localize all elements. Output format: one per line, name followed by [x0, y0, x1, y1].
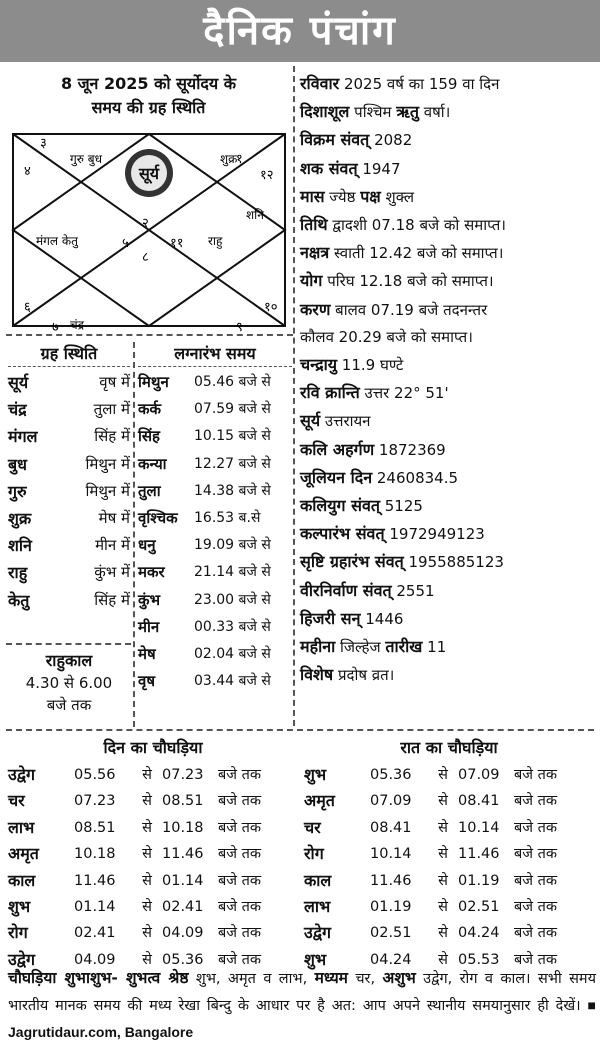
- start-time: 07.23: [74, 793, 116, 810]
- from-word: से: [438, 951, 448, 968]
- choghadiya-row: [304, 894, 594, 920]
- until-word: बजे तक: [218, 767, 262, 783]
- detail-row: [300, 464, 596, 492]
- from-word: से: [438, 793, 448, 810]
- detail-label: विक्रम संवत्: [300, 130, 370, 150]
- start-time: 01.14: [74, 899, 116, 916]
- detail-value: 1947: [357, 159, 401, 178]
- start-time: 07.09: [370, 793, 412, 810]
- rahukaal-box: [8, 650, 130, 716]
- lagna-name: सिंह: [138, 427, 160, 446]
- lagna-time: 05.46 बजे से: [194, 374, 271, 390]
- graha-row: [8, 478, 130, 505]
- planet-name: गुरु: [8, 481, 27, 501]
- lagna-row: [138, 532, 292, 559]
- planet-name: शुक्र: [8, 509, 32, 529]
- lagna-time: 10.15 बजे से: [194, 428, 271, 445]
- start-time: 02.51: [370, 925, 412, 942]
- lagna-time: 14.38 बजे से: [194, 482, 271, 499]
- choghadiya-name: अमृत: [304, 791, 335, 811]
- detail-label: सृष्टि ग्रहारंभ संवत्: [300, 552, 404, 572]
- until-word: बजे तक: [514, 767, 558, 783]
- until-word: बजे तक: [514, 793, 558, 810]
- planet-rashi: कुंभ में: [94, 563, 130, 582]
- house-number: ७: [52, 320, 59, 335]
- lagna-row: [138, 451, 292, 478]
- end-time: 04.09: [162, 925, 204, 942]
- detail-label: कलियुग संवत्: [300, 496, 380, 516]
- detail-label: नक्षत्र: [300, 243, 330, 263]
- graha-row: [8, 505, 130, 532]
- house-number: ९: [236, 320, 243, 335]
- choghadiya-row: [8, 815, 298, 841]
- start-time: 10.14: [370, 846, 412, 863]
- planet-label: राहु: [208, 234, 223, 248]
- lagna-time: 23.00 बजे से: [194, 591, 271, 608]
- lagna-time: 12.27 बजे से: [194, 455, 271, 472]
- lagna-name: कुंभ: [138, 590, 161, 609]
- choghadiya-row: [304, 762, 594, 788]
- choghadiya-row: [304, 920, 594, 946]
- detail-row: [300, 211, 596, 239]
- planet-rashi: वृष में: [99, 373, 130, 391]
- house-number: ३: [40, 136, 47, 151]
- lagna-row: [138, 587, 292, 614]
- lagna-row: [138, 614, 292, 641]
- footer-text-1: शुभ, अमृत व लाभ,: [188, 971, 315, 987]
- end-time: 02.41: [162, 899, 204, 916]
- detail-row: [300, 98, 596, 126]
- planet-rashi: सिंह में: [94, 427, 130, 446]
- detail-value: 11.9 घण्टे: [337, 356, 404, 375]
- choghadiya-name: शुभ: [304, 765, 327, 784]
- start-time: 10.18: [74, 846, 116, 863]
- end-time: 08.41: [458, 793, 500, 810]
- detail-label: रवि क्रान्ति: [300, 383, 360, 403]
- until-word: बजे तक: [218, 925, 262, 942]
- planet-label: गुरु बुध: [70, 152, 102, 166]
- planet-name: राहु: [8, 563, 28, 583]
- detail-row: [300, 661, 596, 689]
- detail-row: [300, 492, 596, 520]
- detail-row: [300, 548, 596, 576]
- choghadiya-row: [8, 920, 298, 946]
- until-word: बजे तक: [514, 846, 558, 863]
- lagna-row: [138, 668, 292, 695]
- choghadiya-name: काल: [304, 870, 332, 890]
- planet-name: सूर्य: [8, 373, 29, 392]
- planet-name: मंगल: [8, 427, 38, 447]
- end-time: 11.46: [458, 846, 500, 863]
- start-time: 08.51: [74, 819, 116, 836]
- detail-value: स्वाती 12.42 बजे को समाप्त।: [329, 244, 504, 263]
- end-time: 08.51: [162, 793, 204, 810]
- choghadiya-name: रोग: [304, 844, 324, 864]
- graha-sthiti-table: [8, 342, 130, 614]
- detail-row: [300, 520, 596, 548]
- detail-label: रविवार: [300, 74, 340, 93]
- graha-row: [8, 587, 130, 614]
- end-time: 10.14: [458, 819, 500, 836]
- page-title: दैनिक पंचांग: [0, 0, 600, 62]
- choghadiya-name: रोग: [8, 923, 28, 943]
- detail-label: जूलियन दिन: [300, 467, 373, 487]
- end-time: 02.51: [458, 899, 500, 916]
- choghadiya-name: उद्वेग: [304, 923, 331, 943]
- detail-row: [300, 126, 596, 154]
- detail-value: 5125: [379, 497, 423, 516]
- end-time: 07.23: [162, 767, 204, 783]
- rahukaal-title: राहुकाल: [45, 651, 93, 670]
- detail-value: 2025 वर्ष का 159 वा दिन: [339, 75, 500, 93]
- choghadiya-row: [8, 762, 298, 788]
- graha-row: [8, 559, 130, 586]
- choghadiya-row: [8, 868, 298, 894]
- detail-value: 1446: [360, 609, 404, 628]
- planet-rashi: मिथुन में: [85, 454, 130, 473]
- start-time: 04.09: [74, 951, 116, 968]
- detail-label: कल्पारंभ संवत्: [300, 524, 385, 544]
- detail-value: 11: [422, 638, 447, 657]
- start-time: 05.56: [74, 767, 116, 783]
- graha-row: [8, 396, 130, 423]
- footer-text-2: चर,: [347, 971, 383, 987]
- from-word: से: [142, 872, 152, 889]
- footer-text-3: उद्वेग, रोग व काल। सभी समय भारतीय मानक समय की मध्य रेखा बिन्दु के आधार पर है अत: आप अपने स्थानीय समयानुसार ही देखें।: [8, 971, 596, 1014]
- lagna-row: [138, 641, 292, 668]
- sun-heading-line1: 8 जून 2025 को सूर्योदय के: [60, 74, 236, 93]
- footer-bold-3: अशुभ: [382, 969, 416, 987]
- graha-row: [8, 532, 130, 559]
- detail-value: कौलव 20.29 बजे को समाप्त।: [300, 327, 473, 346]
- start-time: 01.19: [370, 899, 412, 916]
- from-word: से: [438, 899, 448, 916]
- detail-row: [300, 379, 596, 407]
- choghadiya-row: [304, 788, 594, 814]
- until-word: बजे तक: [514, 819, 558, 836]
- from-word: से: [438, 925, 448, 942]
- lagna-row: [138, 369, 292, 396]
- panchang-details: [300, 70, 596, 689]
- detail-row: [300, 155, 596, 183]
- detail-label: महीना: [300, 637, 336, 657]
- lagna-time: 21.14 बजे से: [194, 564, 271, 581]
- detail-value: उत्तरायन: [320, 412, 371, 431]
- choghadiya-row: [304, 868, 594, 894]
- detail-row: [300, 577, 596, 605]
- detail-label: चन्द्रायु: [300, 355, 338, 375]
- kundli-chart: [12, 133, 286, 335]
- detail-label: शक संवत्: [300, 158, 358, 178]
- detail-row: [300, 436, 596, 464]
- planet-name: चंद्र: [8, 400, 27, 420]
- end-time: 04.24: [458, 925, 500, 942]
- lagna-name: कन्या: [138, 454, 167, 473]
- lagna-name: वृश्चिक: [138, 509, 178, 528]
- detail-value: उत्तर 22° 51': [359, 384, 449, 403]
- choghadiya-name: उद्वेग: [8, 949, 35, 969]
- choghadiya-row: [8, 788, 298, 814]
- source-credit: ■ Jagrutidaur.com, Bangalore: [8, 997, 596, 1040]
- house-number: ११: [170, 236, 184, 251]
- planet-rashi: मेष में: [98, 509, 130, 528]
- end-time: 10.18: [162, 819, 204, 836]
- rahukaal-suffix: बजे तक: [46, 696, 92, 714]
- until-word: बजे तक: [218, 793, 262, 810]
- lagna-name: मीन: [138, 617, 160, 636]
- choghadiya-name: काल: [8, 870, 36, 890]
- choghadiya-name: लाभ: [8, 817, 35, 837]
- detail-value: वर्षा।: [419, 103, 451, 122]
- start-time: 08.41: [370, 819, 412, 836]
- until-word: बजे तक: [218, 846, 262, 863]
- detail-label: वीरनिर्वाण संवत्: [300, 580, 392, 600]
- from-word: से: [142, 767, 152, 783]
- lagna-name: मेष: [138, 645, 156, 664]
- footer-bold-2: मध्यम: [314, 969, 348, 987]
- lagna-name: कर्क: [138, 400, 162, 419]
- from-word: से: [142, 925, 152, 942]
- choghadiya-name: उद्वेग: [8, 765, 35, 784]
- detail-label: दिशाशूल: [300, 102, 350, 122]
- planet-rashi: मिथुन में: [85, 481, 130, 500]
- detail-label: हिजरी सन्: [300, 608, 361, 628]
- detail-row: [300, 70, 596, 98]
- lagna-name: मिथुन: [138, 373, 169, 391]
- planet-rashi: तुला में: [93, 400, 130, 419]
- planet-label: शुक्र: [220, 152, 238, 166]
- planet-label: मंगल केतु: [36, 234, 78, 248]
- divider-upper: [6, 334, 293, 336]
- footer-bold-1: चौघड़िया शुभाशुभ- शुभत्व श्रेष्ठ: [8, 969, 189, 987]
- until-word: बजे तक: [514, 899, 558, 916]
- detail-value: 1972949123: [384, 525, 485, 544]
- until-word: बजे तक: [218, 899, 262, 916]
- sun-heading-line2: समय की ग्रह स्थिति: [91, 98, 206, 117]
- lagna-time: 00.33 बजे से: [194, 618, 271, 635]
- planet-label: शनि: [246, 208, 264, 222]
- house-number: ५: [122, 236, 129, 251]
- detail-label: विशेष: [300, 665, 334, 685]
- house-number: ६: [24, 300, 31, 315]
- detail-label: कलि अहर्गण: [300, 439, 375, 459]
- house-number: २: [142, 216, 149, 231]
- until-word: बजे तक: [218, 872, 262, 889]
- divider-rahukaal: [6, 643, 131, 645]
- detail-value: पश्चिम: [349, 103, 397, 122]
- from-word: से: [142, 819, 152, 836]
- detail-row: [300, 633, 596, 661]
- night-choghadiya: [304, 736, 594, 973]
- from-word: से: [438, 819, 448, 836]
- planet-rashi: सिंह में: [94, 590, 130, 609]
- choghadiya-name: चर: [8, 791, 25, 811]
- detail-row: [300, 183, 596, 211]
- from-word: से: [142, 846, 152, 863]
- detail-value: 1872369: [374, 440, 446, 459]
- choghadiya-row: [304, 815, 594, 841]
- detail-value: 1955885123: [403, 553, 504, 572]
- from-word: से: [142, 899, 152, 916]
- detail-row: [300, 605, 596, 633]
- from-word: से: [142, 793, 152, 810]
- detail-row: [300, 239, 596, 267]
- until-word: बजे तक: [514, 951, 558, 968]
- lagna-name: मकर: [138, 563, 165, 582]
- lagna-row: [138, 478, 292, 505]
- detail-value: शुक्ल: [380, 187, 415, 206]
- lagna-row: [138, 396, 292, 423]
- choghadiya-name: अमृत: [8, 844, 39, 864]
- until-word: बजे तक: [218, 819, 262, 836]
- night-choghadiya-heading: रात का चौघड़िया: [400, 738, 498, 757]
- graha-row: [8, 369, 130, 396]
- choghadiya-name: चर: [304, 817, 321, 837]
- until-word: बजे तक: [514, 872, 558, 889]
- start-time: 11.46: [370, 872, 412, 889]
- lagna-table: [138, 342, 292, 695]
- detail-value: जिल्हेज: [335, 638, 386, 657]
- detail-value: परिघ 12.18 बजे को समाप्त।: [322, 272, 494, 291]
- detail-value: बालव 07.19 बजे तदनन्तर: [330, 300, 488, 319]
- detail-value: 2551: [391, 581, 435, 600]
- lagna-time: 16.53 ब.से: [194, 510, 261, 527]
- day-choghadiya-heading: दिन का चौघड़िया: [103, 738, 203, 757]
- detail-row: [300, 267, 596, 295]
- detail-value: ज्येष्ठ: [324, 187, 361, 206]
- sun-label: सूर्य: [138, 164, 160, 183]
- choghadiya-name: शुभ: [304, 949, 327, 969]
- start-time: 11.46: [74, 872, 116, 889]
- from-word: से: [438, 767, 448, 783]
- choghadiya-name: शुभ: [8, 897, 31, 917]
- choghadiya-row: [8, 841, 298, 867]
- detail-value: 2460834.5: [372, 468, 459, 487]
- lagna-row: [138, 559, 292, 586]
- end-time: 05.36: [162, 951, 204, 968]
- lagna-time: 19.09 बजे से: [194, 537, 271, 554]
- from-word: से: [438, 846, 448, 863]
- detail-value: द्वादशी 07.18 बजे को समाप्त।: [327, 216, 506, 235]
- lagna-time: 07.59 बजे से: [194, 401, 271, 418]
- end-time: 11.46: [162, 846, 204, 863]
- until-word: बजे तक: [218, 951, 262, 968]
- detail-label: मास: [300, 186, 325, 206]
- end-time: 05.53: [458, 951, 500, 968]
- start-time: 05.36: [370, 767, 412, 783]
- detail-label: पक्ष: [360, 186, 381, 206]
- lagna-row: [138, 505, 292, 532]
- planet-name: शनि: [8, 536, 32, 556]
- lagna-name: तुला: [138, 481, 161, 500]
- planet-name: केतु: [8, 590, 30, 610]
- choghadiya-name: लाभ: [304, 897, 331, 917]
- house-number: १०: [264, 300, 278, 315]
- divider-choghadiya: [6, 729, 594, 731]
- detail-label: ऋतु: [396, 102, 419, 122]
- footer-note: [8, 965, 596, 1046]
- lagna-name: वृष: [138, 672, 156, 691]
- graha-lagna-divider: [133, 342, 135, 727]
- house-number: १२: [260, 168, 274, 183]
- detail-label: सूर्य: [300, 411, 321, 431]
- choghadiya-row: [8, 894, 298, 920]
- center-divider: [293, 66, 295, 726]
- planet-label: चंद्र: [70, 318, 84, 332]
- lagna-time: 02.04 बजे से: [194, 646, 271, 663]
- house-number: १: [236, 152, 243, 167]
- detail-row: [300, 407, 596, 435]
- house-number: ४: [24, 164, 31, 179]
- rahukaal-time: 4.30 से 6.00: [25, 674, 113, 692]
- start-time: 04.24: [370, 951, 412, 968]
- house-number: ८: [142, 250, 149, 265]
- detail-row: [300, 296, 596, 324]
- detail-value: प्रदोष व्रत।: [333, 666, 395, 685]
- end-time: 01.14: [162, 872, 204, 889]
- detail-label: तिथि: [300, 215, 328, 235]
- sun-position-heading: [6, 72, 291, 120]
- detail-value: 2082: [369, 131, 413, 150]
- detail-label: तारीख: [385, 637, 423, 657]
- until-word: बजे तक: [514, 925, 558, 942]
- end-time: 01.19: [458, 872, 500, 889]
- graha-row: [8, 423, 130, 450]
- detail-row: [300, 324, 596, 351]
- lagna-time: 03.44 बजे से: [194, 673, 271, 690]
- choghadiya-row: [304, 841, 594, 867]
- detail-label: योग: [300, 271, 323, 291]
- detail-label: करण: [300, 299, 331, 319]
- graha-row: [8, 451, 130, 478]
- lagna-row: [138, 423, 292, 450]
- lagna-name: धनु: [138, 536, 156, 555]
- detail-row: [300, 351, 596, 379]
- planet-name: बुध: [8, 454, 27, 474]
- from-word: से: [142, 951, 152, 968]
- from-word: से: [438, 872, 448, 889]
- day-choghadiya: [8, 736, 298, 973]
- planet-rashi: मीन में: [95, 536, 130, 555]
- lagna-heading: लग्नारंभ समय: [138, 342, 292, 367]
- end-time: 07.09: [458, 767, 500, 783]
- start-time: 02.41: [74, 925, 116, 942]
- graha-heading: ग्रह स्थिति: [8, 342, 130, 367]
